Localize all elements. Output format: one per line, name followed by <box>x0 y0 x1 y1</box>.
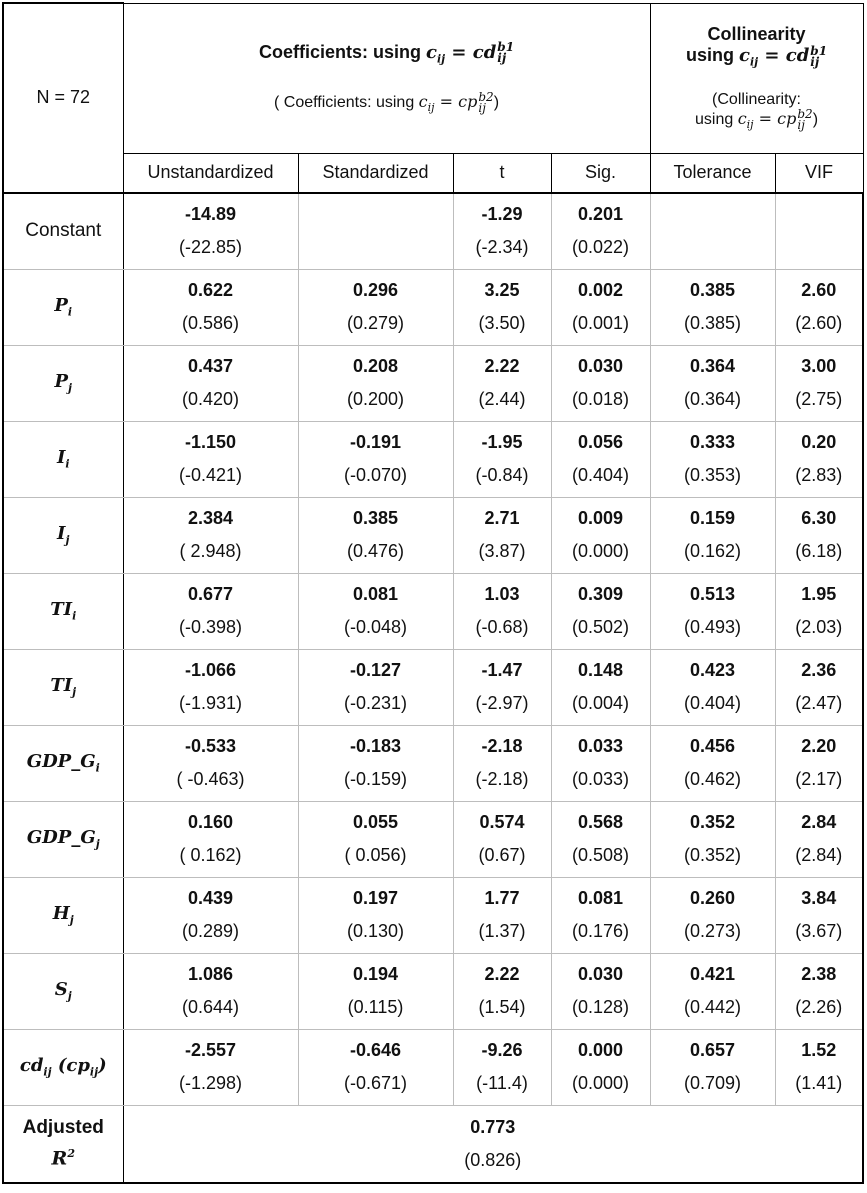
table-row <box>3 421 863 497</box>
collinearity-group-header: Collinearity using $c_{ij} = cdb1$ ij (Collinearity: using $c_{ij} = cpb2$ ij ) <box>650 3 863 153</box>
cell-t: -1.29 (-2.34) <box>453 193 551 270</box>
table-row <box>3 497 863 573</box>
cell-unstd: 1.086 (0.644) <box>123 953 298 1029</box>
col-header-unstandardized: Unstandardized <box>123 153 298 193</box>
row-label: $GDP\_G_i$ <box>3 725 123 801</box>
table-row <box>3 649 863 725</box>
cell-tol: 0.423 (0.404) <box>650 649 775 725</box>
table-row <box>3 801 863 877</box>
cell-sig: 0.148 (0.004) <box>551 649 650 725</box>
cell-std: 0.197 (0.130) <box>298 877 453 953</box>
cell-unstd: 2.384 ( 2.948) <box>123 497 298 573</box>
cell-sig: 0.000 (0.000) <box>551 1029 650 1105</box>
cell-unstd: 0.677 (-0.398) <box>123 573 298 649</box>
table-row <box>3 953 863 1029</box>
cell-tol: 0.260 (0.273) <box>650 877 775 953</box>
col-header-tolerance: Tolerance <box>650 153 775 193</box>
row-label: Constant <box>3 193 123 270</box>
cell-t: 2.22 (2.44) <box>453 345 551 421</box>
table-row <box>3 269 863 345</box>
row-label: $I_i$ <box>3 421 123 497</box>
col-header-standardized: Standardized <box>298 153 453 193</box>
cell-t: -1.95 (-0.84) <box>453 421 551 497</box>
cell-vif <box>775 193 863 270</box>
cell-std: 0.385 (0.476) <box>298 497 453 573</box>
cell-t: 1.03 (-0.68) <box>453 573 551 649</box>
row-label: $cd_{ij}$ $(cp_{ij})$ <box>3 1029 123 1105</box>
cell-unstd: -0.533 ( -0.463) <box>123 725 298 801</box>
cell-unstd: 0.622 (0.586) <box>123 269 298 345</box>
cell-unstd: -2.557 (-1.298) <box>123 1029 298 1105</box>
row-label: $P_j$ <box>3 345 123 421</box>
cell-unstd: 0.437 (0.420) <box>123 345 298 421</box>
cell-sig: 0.201 (0.022) <box>551 193 650 270</box>
cell-tol <box>650 193 775 270</box>
cell-unstd: -1.066 (-1.931) <box>123 649 298 725</box>
cell-t: 3.25 (3.50) <box>453 269 551 345</box>
cell-tol: 0.352 (0.352) <box>650 801 775 877</box>
cell-std: -0.646 (-0.671) <box>298 1029 453 1105</box>
cell-unstd: -1.150 (-0.421) <box>123 421 298 497</box>
cell-unstd: 0.439 (0.289) <box>123 877 298 953</box>
table-row <box>3 1029 863 1105</box>
adjusted-r2-value: 0.773 (0.826) <box>123 1105 863 1183</box>
cell-tol: 0.513 (0.493) <box>650 573 775 649</box>
cell-vif: 2.38 (2.26) <box>775 953 863 1029</box>
row-label: $TI_j$ <box>3 649 123 725</box>
cell-t: 2.71 (3.87) <box>453 497 551 573</box>
cell-vif: 2.20 (2.17) <box>775 725 863 801</box>
cell-std <box>298 193 453 270</box>
cell-sig: 0.030 (0.128) <box>551 953 650 1029</box>
cell-std: -0.183 (-0.159) <box>298 725 453 801</box>
row-label: $TI_i$ <box>3 573 123 649</box>
col-header-vif: VIF <box>775 153 863 193</box>
cell-std: 0.208 (0.200) <box>298 345 453 421</box>
cell-vif: 2.84 (2.84) <box>775 801 863 877</box>
cell-vif: 2.60 (2.60) <box>775 269 863 345</box>
cell-vif: 2.36 (2.47) <box>775 649 863 725</box>
cell-std: 0.296 (0.279) <box>298 269 453 345</box>
cell-sig: 0.002 (0.001) <box>551 269 650 345</box>
cell-t: -9.26 (-11.4) <box>453 1029 551 1105</box>
cell-sig: 0.056 (0.404) <box>551 421 650 497</box>
cell-tol: 0.657 (0.709) <box>650 1029 775 1105</box>
cell-sig: 0.030 (0.018) <box>551 345 650 421</box>
cell-t: -2.18 (-2.18) <box>453 725 551 801</box>
col-header-t: t <box>453 153 551 193</box>
cell-sig: 0.081 (0.176) <box>551 877 650 953</box>
cell-sig: 0.033 (0.033) <box>551 725 650 801</box>
cell-unstd: -14.89 (-22.85) <box>123 193 298 270</box>
cell-std: 0.194 (0.115) <box>298 953 453 1029</box>
cell-vif: 3.00 (2.75) <box>775 345 863 421</box>
cell-tol: 0.385 (0.385) <box>650 269 775 345</box>
cell-tol: 0.456 (0.462) <box>650 725 775 801</box>
cell-sig: 0.309 (0.502) <box>551 573 650 649</box>
cell-t: 1.77 (1.37) <box>453 877 551 953</box>
cell-vif: 1.52 (1.41) <box>775 1029 863 1105</box>
cell-std: -0.127 (-0.231) <box>298 649 453 725</box>
table-row <box>3 193 863 270</box>
row-label: $I_j$ <box>3 497 123 573</box>
row-label: $S_j$ <box>3 953 123 1029</box>
cell-tol: 0.421 (0.442) <box>650 953 775 1029</box>
col-header-sig: Sig. <box>551 153 650 193</box>
cell-std: 0.081 (-0.048) <box>298 573 453 649</box>
cell-vif: 1.95 (2.03) <box>775 573 863 649</box>
cell-vif: 6.30 (6.18) <box>775 497 863 573</box>
table-row <box>3 573 863 649</box>
cell-t: -1.47 (-2.97) <box>453 649 551 725</box>
cell-t: 2.22 (1.54) <box>453 953 551 1029</box>
cell-sig: 0.568 (0.508) <box>551 801 650 877</box>
adjusted-r2-label: Adjusted $R^2$ <box>3 1105 123 1183</box>
table-row <box>3 725 863 801</box>
table-row <box>3 345 863 421</box>
cell-vif: 3.84 (3.67) <box>775 877 863 953</box>
cell-t: 0.574 (0.67) <box>453 801 551 877</box>
row-label: $H_j$ <box>3 877 123 953</box>
coefficients-group-header: Coefficients: using $c_{ij} = cdb1$ ij ( Coefficients: using $c_{ij} = cpb2$ ij ) <box>123 3 650 153</box>
table-row <box>3 877 863 953</box>
cell-sig: 0.009 (0.000) <box>551 497 650 573</box>
cell-tol: 0.333 (0.353) <box>650 421 775 497</box>
sample-size-header: N = 72 <box>3 3 123 193</box>
cell-vif: 0.20 (2.83) <box>775 421 863 497</box>
row-label: $P_i$ <box>3 269 123 345</box>
cell-tol: 0.159 (0.162) <box>650 497 775 573</box>
cell-tol: 0.364 (0.364) <box>650 345 775 421</box>
cell-std: 0.055 ( 0.056) <box>298 801 453 877</box>
cell-unstd: 0.160 ( 0.162) <box>123 801 298 877</box>
row-label: $GDP\_G_j$ <box>3 801 123 877</box>
regression-table <box>2 2 864 1184</box>
cell-std: -0.191 (-0.070) <box>298 421 453 497</box>
